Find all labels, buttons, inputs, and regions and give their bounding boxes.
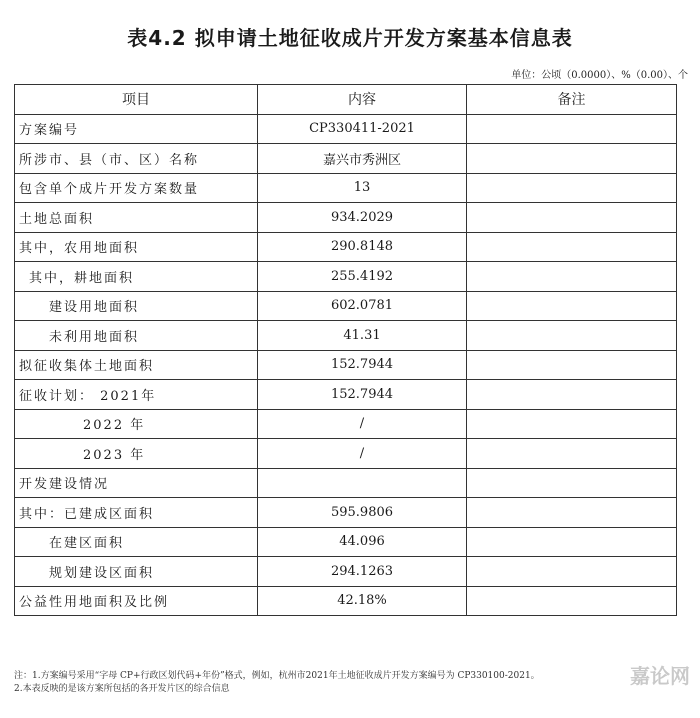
table-row <box>15 321 677 351</box>
row-label: 拟征收集体土地面积 <box>15 350 258 380</box>
info-table <box>14 84 677 616</box>
table-row <box>15 262 677 292</box>
table-row <box>15 380 677 410</box>
watermark-logo: 嘉论网 <box>630 664 690 688</box>
row-value: 934.2029 <box>258 203 467 233</box>
row-label: 未利用地面积 <box>15 321 258 351</box>
table-row <box>15 468 677 498</box>
row-label: 征收计划： 2021年 <box>15 380 258 410</box>
row-note <box>467 173 677 203</box>
footnote-1: 注：1.方案编号采用“字母 CP+行政区划代码+年份”格式，例如，杭州市2021年土地征收成片开发方案编号为 CP330100-2021。 <box>14 671 540 681</box>
row-note <box>467 232 677 262</box>
row-note <box>467 350 677 380</box>
row-value: CP330411-2021 <box>258 114 467 144</box>
table-row <box>15 203 677 233</box>
table-row <box>15 144 677 174</box>
row-label: 土地总面积 <box>15 203 258 233</box>
unit-note: 单位：公顷（0.0000）、%（0.00）、个 <box>511 70 688 81</box>
row-label: 公益性用地面积及比例 <box>15 586 258 616</box>
row-note <box>467 468 677 498</box>
table-row <box>15 350 677 380</box>
row-value: 294.1263 <box>258 557 467 587</box>
row-value: 152.7944 <box>258 350 467 380</box>
row-label: 2023 年 <box>15 439 258 469</box>
row-label: 方案编号 <box>15 114 258 144</box>
table-row <box>15 498 677 528</box>
row-value: / <box>258 439 467 469</box>
row-note <box>467 439 677 469</box>
row-note <box>467 380 677 410</box>
header-item: 项目 <box>15 85 258 115</box>
row-value: 290.8148 <box>258 232 467 262</box>
row-note <box>467 291 677 321</box>
row-note <box>467 409 677 439</box>
row-note <box>467 557 677 587</box>
header-row <box>15 85 677 115</box>
row-note <box>467 114 677 144</box>
row-value: 42.18% <box>258 586 467 616</box>
row-value: 嘉兴市秀洲区 <box>258 144 467 174</box>
table-row <box>15 291 677 321</box>
row-note <box>467 203 677 233</box>
table-row <box>15 527 677 557</box>
row-label: 2022 年 <box>15 409 258 439</box>
row-value: 602.0781 <box>258 291 467 321</box>
table-row <box>15 439 677 469</box>
row-note <box>467 321 677 351</box>
row-label: 其中，耕地面积 <box>15 262 258 292</box>
row-note <box>467 498 677 528</box>
row-label: 规划建设区面积 <box>15 557 258 587</box>
table-row <box>15 173 677 203</box>
row-value: 13 <box>258 173 467 203</box>
row-value <box>258 468 467 498</box>
row-note <box>467 144 677 174</box>
row-value: / <box>258 409 467 439</box>
footnotes <box>14 670 654 696</box>
table-row <box>15 409 677 439</box>
footnote-2: 2.本表反映的是该方案所包括的各开发片区的综合信息 <box>14 684 230 694</box>
row-note <box>467 262 677 292</box>
row-value: 595.9806 <box>258 498 467 528</box>
row-value: 255.4192 <box>258 262 467 292</box>
row-note <box>467 527 677 557</box>
table-row <box>15 557 677 587</box>
row-note <box>467 586 677 616</box>
row-value: 44.096 <box>258 527 467 557</box>
row-value: 41.31 <box>258 321 467 351</box>
row-label: 其中：已建成区面积 <box>15 498 258 528</box>
table-title: 表4.2 拟申请土地征收成片开发方案基本信息表 <box>127 26 573 50</box>
row-label: 在建区面积 <box>15 527 258 557</box>
row-value: 152.7944 <box>258 380 467 410</box>
table-row <box>15 586 677 616</box>
row-label: 其中，农用地面积 <box>15 232 258 262</box>
row-label: 建设用地面积 <box>15 291 258 321</box>
header-content: 内容 <box>258 85 467 115</box>
table-row <box>15 114 677 144</box>
table-row <box>15 232 677 262</box>
row-label: 包含单个成片开发方案数量 <box>15 173 258 203</box>
row-label: 开发建设情况 <box>15 468 258 498</box>
row-label: 所涉市、县（市、区）名称 <box>15 144 258 174</box>
header-note: 备注 <box>467 85 677 115</box>
